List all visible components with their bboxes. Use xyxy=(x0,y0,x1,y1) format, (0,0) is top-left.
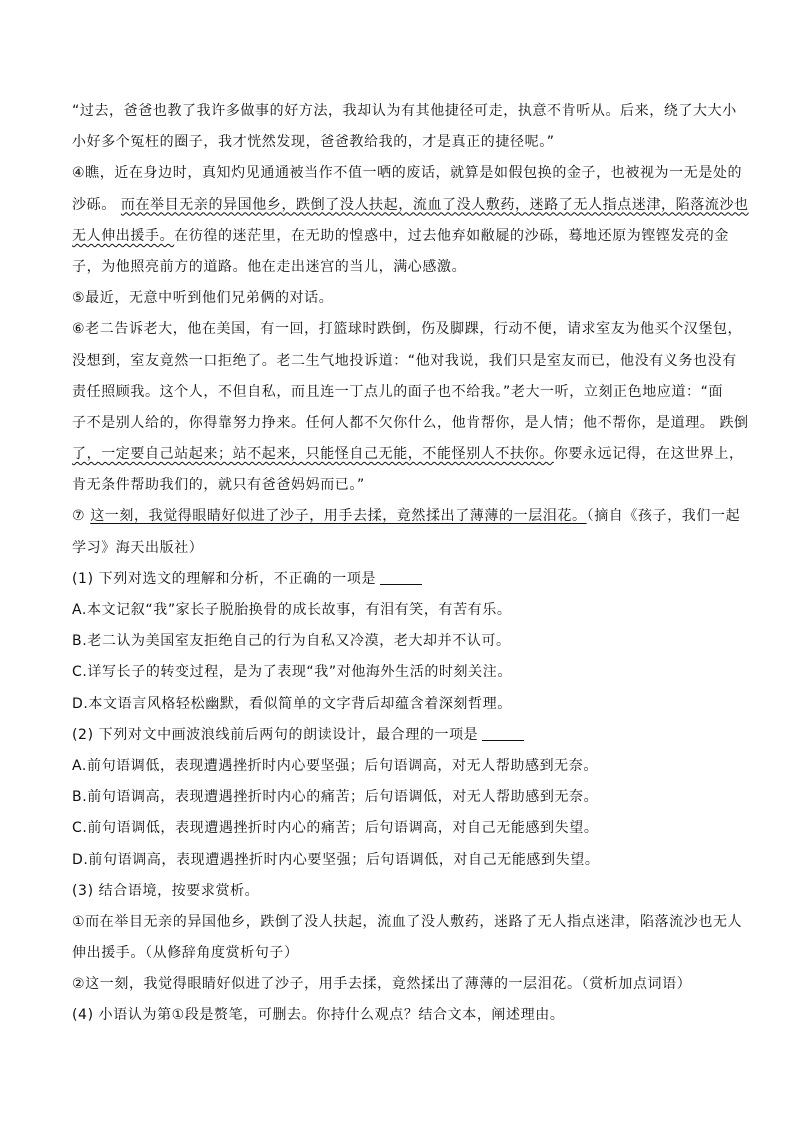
passage-text: ⑥老二告诉老大，他在美国，有一回，打篮球时跌倒，伤及脚踝，行动不便，请求室友为他买个汉堡包， xyxy=(72,321,743,338)
passage-line xyxy=(72,127,722,158)
question-2-option-b xyxy=(72,782,722,813)
question-text: ②这一刻，我觉得眼睛好似进了沙子，用手去揉，竟然揉出了薄薄的一层泪花。（赏析加点词语） xyxy=(72,976,692,993)
wavy-underlined-sentence: 无人伸出援手。 xyxy=(72,227,175,244)
answer-blank[interactable] xyxy=(482,726,524,741)
wavy-underlined-sentence: 了，一定要自己站起来；站不起来，只能怪自己无能，不能怪别人不扶你。 xyxy=(72,446,554,463)
passage-line xyxy=(72,346,737,377)
option-text: B.老二认为美国室友拒绝自己的行为自私又冷漠，老大却并不认可。 xyxy=(72,633,511,650)
passage-text: 子，为他照亮前方的道路。他在走出迷宫的当儿，满心感激。 xyxy=(72,258,467,275)
question-text: (2) 下列对文中画波浪线前后两句的朗读设计，最合理的一项是 xyxy=(72,726,479,743)
passage-text: 没想到，室友竟然一口拒绝了。老二生气地投诉道：“他对我说，我们只是室友而已，他没有义务也没有 xyxy=(72,352,737,369)
passage-text: 责任照顾我。这个人，不但自私，而且连一丁点儿的面子也不给我。”老大一听，立刻正色地应道：“面 xyxy=(72,383,724,400)
option-text: D.本文语言风格轻松幽默，看似简单的文字背后却蕴含着深刻哲理。 xyxy=(72,695,512,712)
passage-text: ⑤最近，无意中听到他们兄弟俩的对话。 xyxy=(72,290,334,307)
passage-line xyxy=(72,314,743,345)
option-text: A.本文记叙“我”家长子脱胎换骨的成长故事，有泪有笑，有苦有乐。 xyxy=(72,602,512,618)
question-3-item-1 xyxy=(72,938,722,969)
passage-text: 小好多个冤枉的圈子，我才恍然发现，爸爸教给我的，才是真正的捷径呢。” xyxy=(72,134,555,151)
underlined-sentence: 这一刻，我觉得眼睛好似进了沙子，用手去揉，竟然揉出了薄薄的一层泪花。 xyxy=(90,508,587,525)
source-citation: 学习》海天出版社） xyxy=(72,539,204,556)
passage-line xyxy=(72,377,722,408)
question-1-option-c xyxy=(72,657,722,688)
question-text: (3) 结合语境，按要求赏析。 xyxy=(72,882,260,899)
question-2-option-c xyxy=(72,813,722,844)
passage-text: 沙砾。 xyxy=(72,196,121,213)
question-4-stem xyxy=(72,1000,722,1031)
question-3-item-2 xyxy=(72,969,722,1000)
document-page xyxy=(72,96,749,1032)
question-1-option-b xyxy=(72,626,722,657)
passage-line xyxy=(72,252,722,283)
passage-text: 肯无条件帮助我们的，就只有爸爸妈妈而已。” xyxy=(72,477,365,494)
passage-line xyxy=(72,501,741,532)
passage-line xyxy=(72,190,749,221)
question-3-stem xyxy=(72,876,722,907)
passage-line xyxy=(72,408,749,439)
passage-text: ⑦ xyxy=(72,508,91,525)
passage-text: ④瞧，近在身边时，真知灼见通通被当作不值一哂的废话，就算是如假包换的金子，也被视为一无是处的 xyxy=(72,165,743,182)
passage-line xyxy=(72,470,722,501)
passage-line xyxy=(72,439,744,470)
passage-text: “过去，爸爸也教了我许多做事的好方法，我却认为有其他捷径可走，执意不肯听从。后来，绕了大大小 xyxy=(72,103,737,119)
option-text: B.前句语调高，表现遭遇挫折时内心的痛苦；后句语调低，对无人帮助感到无奈。 xyxy=(72,789,599,806)
question-text: (1) 下列对选文的理解和分析，不正确的一项是 xyxy=(72,570,377,587)
passage-line xyxy=(72,283,722,314)
passage-line xyxy=(72,158,743,189)
passage-line xyxy=(72,96,737,127)
passage-text: 你要永远记得，在这世界上， xyxy=(553,446,744,463)
question-1-option-a xyxy=(72,595,722,626)
question-2-stem xyxy=(72,720,722,751)
option-text: D.前句语调高，表现遭遇挫折时内心要坚强；后句语调低，对自己无能感到失望。 xyxy=(72,851,600,868)
question-2-option-d xyxy=(72,845,722,876)
question-3-item-1 xyxy=(72,907,743,938)
wavy-underlined-sentence: 而在举目无亲的异国他乡，跌倒了没人扶起，流血了没人敷药，迷路了无人指点迷津，陷落流沙也 xyxy=(120,196,749,213)
option-text: A.前句语调低，表现遭遇挫折时内心要坚强；后句语调高，对无人帮助感到无奈。 xyxy=(72,757,598,774)
question-text: ①而在举目无亲的异国他乡，跌倒了没人扶起，流血了没人敷药，迷路了无人指点迷津，陷落流沙也无人 xyxy=(72,913,743,930)
passage-text: 在彷徨的迷茫里，在无助的惶惑中，过去他弃如敝屣的沙砾，蓦地还原为铿铿发亮的金 xyxy=(174,227,730,244)
question-text: 伸出援手。（从修辞角度赏析句子） xyxy=(72,945,299,962)
passage-line xyxy=(72,221,730,252)
question-text: (4) 小语认为第①段是赘笔，可删去。你持什么观点？结合文本，阐述理由。 xyxy=(72,1007,565,1024)
passage-line xyxy=(72,533,722,564)
question-2-option-a xyxy=(72,751,722,782)
option-text: C.详写长子的转变过程，是为了表现“我”对他海外生活的时刻关注。 xyxy=(72,664,512,681)
option-text: C.前句语调低，表现遭遇挫折时内心的痛苦；后句语调高，对自己无能感到失望。 xyxy=(72,820,599,837)
question-1-stem xyxy=(72,564,722,595)
passage-text: 子不是别人给的，你得靠努力挣来。任何人都不欠你什么，他肯帮你，是人情；他不帮你，是道理。 跌倒 xyxy=(72,414,749,431)
question-1-option-d xyxy=(72,689,722,720)
answer-blank[interactable] xyxy=(380,570,422,585)
source-citation: （摘自《孩子，我们一起 xyxy=(586,508,741,525)
